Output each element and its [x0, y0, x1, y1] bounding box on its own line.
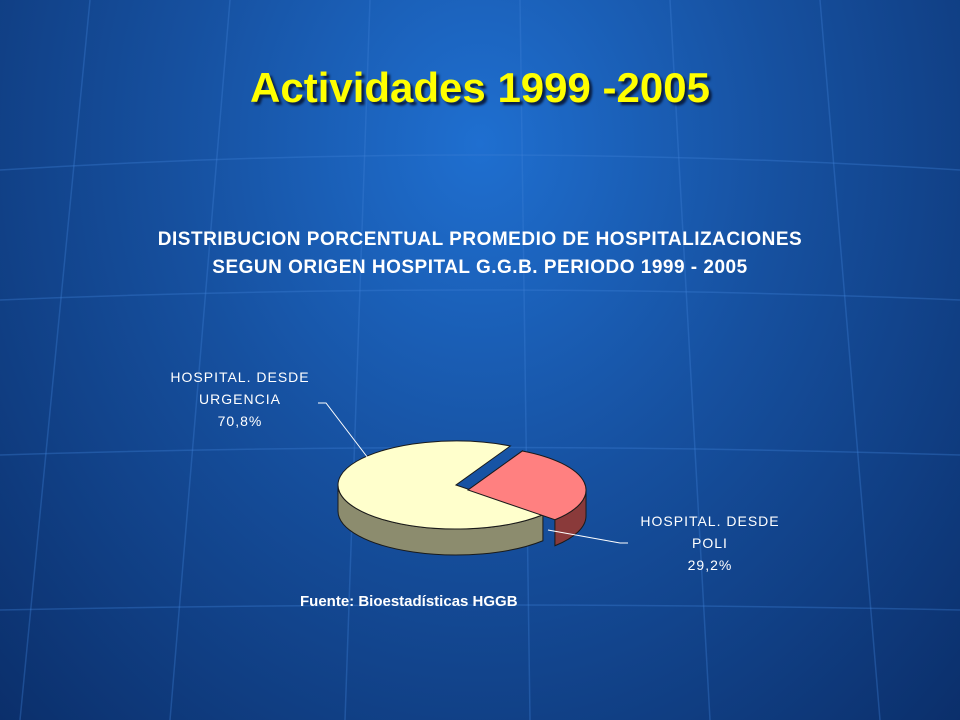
slice-label-urgencia-value: 70,8% — [217, 413, 263, 429]
slice-label-poli-name-2: POLI — [692, 535, 728, 551]
slice-label-urgencia — [145, 366, 335, 432]
slice-label-poli-value: 29,2% — [687, 557, 733, 573]
slide-title: Actividades 1999 -2005 — [250, 64, 710, 111]
slice-label-poli — [610, 510, 810, 576]
chart-title-line-1: DISTRIBUCION PORCENTUAL PROMEDIO DE HOSPITALIZACIONES — [157, 229, 803, 250]
chart-title-line-2: SEGUN ORIGEN HOSPITAL G.G.B. PERIODO 1999 - 2005 — [212, 257, 748, 278]
chart-source-note: Fuente: Bioestadísticas HGGB — [300, 593, 518, 610]
slice-label-urgencia-name-1: HOSPITAL. DESDE — [170, 369, 310, 385]
slice-label-urgencia-name-2: URGENCIA — [199, 391, 281, 407]
slice-label-poli-name-1: HOSPITAL. DESDE — [640, 513, 780, 529]
